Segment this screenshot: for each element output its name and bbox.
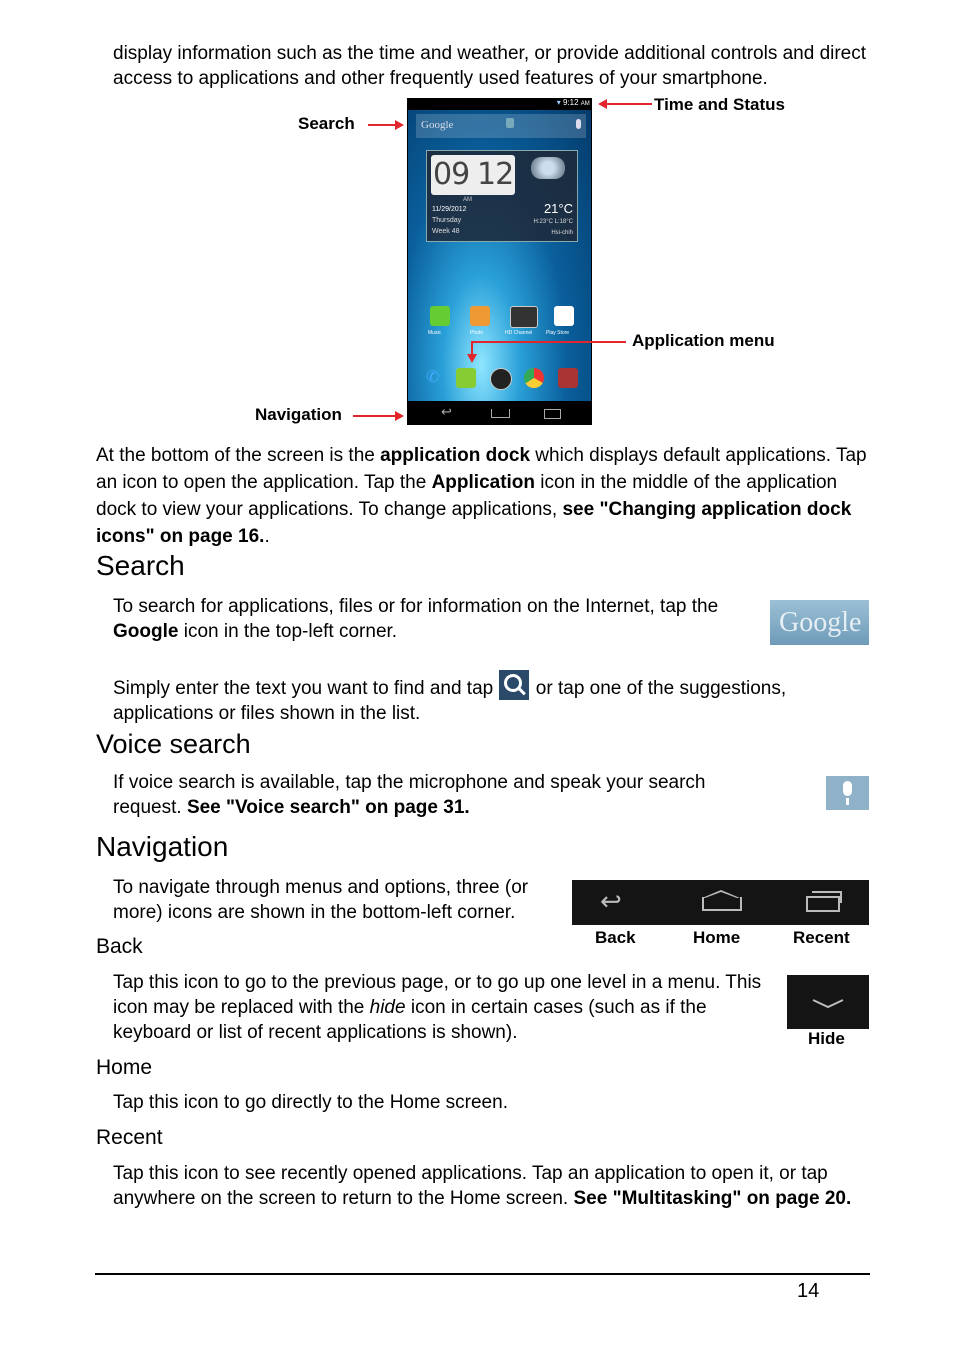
dock-text-4: . bbox=[264, 526, 270, 547]
widget-temperature: 21°C bbox=[543, 201, 573, 216]
status-time: 9:12 bbox=[562, 98, 579, 107]
search-p1-text-2: icon in the top-left corner. bbox=[178, 621, 398, 642]
app-label-music: Music bbox=[428, 330, 442, 336]
footer-rule bbox=[95, 1273, 870, 1275]
dock-bold-application: Application bbox=[431, 472, 536, 493]
arrow-search bbox=[368, 124, 396, 126]
navigation-intro: To navigate through menus and options, three (or more) icons are shown in the bottom-left corner. bbox=[113, 877, 529, 923]
page-number: 14 bbox=[797, 1280, 820, 1302]
back-heading: Back bbox=[96, 935, 143, 958]
search-p1-bold-google: Google bbox=[113, 621, 179, 642]
chevron-down-icon bbox=[811, 997, 845, 1009]
voice-link-see-voice-search[interactable]: See "Voice search" on page 31. bbox=[186, 797, 470, 818]
voice-search-heading: Voice search bbox=[96, 729, 251, 759]
voice-search-microphone-image bbox=[826, 776, 869, 810]
home-label: Home bbox=[693, 928, 741, 947]
back-nav-icon: ↩ bbox=[441, 404, 452, 419]
dock-paragraph bbox=[96, 442, 871, 550]
recent-link-multitasking[interactable]: See "Multitasking" on page 20. bbox=[573, 1188, 852, 1209]
music-app-icon bbox=[430, 306, 450, 326]
status-bar bbox=[407, 98, 592, 110]
clock-hour: 09 bbox=[433, 157, 470, 192]
clock-ampm: AM bbox=[463, 197, 472, 203]
arrow-time-status bbox=[606, 103, 652, 105]
search-p1-text-1: To search for applications, files or for information on the Internet, tap the bbox=[113, 596, 719, 617]
google-logo-text: Google bbox=[779, 607, 862, 638]
search-magnifier-icon bbox=[499, 670, 529, 700]
microphone-icon bbox=[576, 119, 581, 129]
home-screen bbox=[408, 110, 591, 410]
widget-weekday: Thursday bbox=[432, 217, 462, 224]
recent-paragraph bbox=[113, 1161, 873, 1211]
widget-week: Week 48 bbox=[432, 228, 460, 235]
chrome-app-icon bbox=[524, 368, 544, 388]
search-heading: Search bbox=[96, 550, 185, 581]
search-p2-text-1: Simply enter the text you want to find and tap bbox=[113, 678, 499, 699]
photo-app-icon bbox=[470, 306, 490, 326]
home-icon bbox=[702, 897, 742, 911]
app-label-play-store: Play Store bbox=[546, 330, 570, 336]
google-search-bar bbox=[416, 114, 586, 138]
widget-city: Hsi-chih bbox=[551, 230, 573, 236]
recent-icon bbox=[806, 896, 840, 912]
search-paragraph-1 bbox=[113, 594, 763, 644]
callout-search: Search bbox=[298, 114, 355, 133]
widget-hilo: H:23°C L:18°C bbox=[533, 219, 573, 225]
messaging-app-icon bbox=[456, 368, 476, 388]
back-text-1: Tap this icon to go to the previous page, or to go up one level in a menu. This icon may be replaced with the bbox=[113, 972, 762, 1018]
app-label-hd-channel: HD Channel bbox=[505, 330, 533, 336]
back-icon: ↩ bbox=[600, 886, 622, 916]
dock-link-changing-icons[interactable]: see "Changing application dock icons" on page 16. bbox=[96, 499, 852, 547]
search-paragraph-2 bbox=[113, 670, 873, 726]
back-italic-hide: hide bbox=[369, 997, 406, 1018]
camera-app-icon bbox=[558, 368, 578, 388]
microphone-icon bbox=[843, 781, 852, 796]
application-menu-icon bbox=[490, 368, 512, 390]
home-nav-icon bbox=[491, 409, 510, 418]
google-search-button-image bbox=[770, 600, 869, 645]
play-store-app-icon bbox=[554, 306, 574, 326]
dock-text-1: At the bottom of the screen is the bbox=[96, 445, 381, 466]
back-paragraph bbox=[113, 970, 773, 1045]
arrow-head-navigation bbox=[395, 411, 404, 421]
arrow-application-menu-stem bbox=[471, 341, 473, 355]
back-label: Back bbox=[595, 928, 636, 947]
google-search-label: Google bbox=[421, 119, 454, 131]
cloud-weather-icon bbox=[531, 157, 565, 179]
voice-action-icon bbox=[506, 118, 514, 128]
home-paragraph: Tap this icon to go directly to the Home screen. bbox=[113, 1092, 508, 1113]
clock-minute: 12 bbox=[477, 157, 514, 192]
widget-date: 11/29/2012 bbox=[432, 206, 467, 213]
hd-channel-app-icon bbox=[510, 306, 538, 328]
intro-paragraph: display information such as the time and weather, or provide additional controls and direct access to applications and other frequently used features of your smartphone. bbox=[113, 43, 867, 89]
navigation-icons-image bbox=[572, 880, 869, 925]
recent-label: Recent bbox=[793, 928, 850, 947]
callout-navigation: Navigation bbox=[255, 405, 342, 424]
app-label-photo: Photo bbox=[470, 330, 484, 336]
phone-screenshot bbox=[407, 98, 592, 425]
dock-bold-application-dock: application dock bbox=[380, 445, 531, 466]
voice-text-1: If voice search is available, tap the microphone and speak your search request. bbox=[113, 772, 706, 818]
callout-time-and-status: Time and Status bbox=[654, 95, 785, 114]
back-text-2: icon in certain cases (such as if the keyboard or list of recent applications is shown). bbox=[113, 997, 707, 1043]
phone-app-icon: ✆ bbox=[426, 369, 440, 386]
dock-text-3: icon in the middle of the application dock to view your applications. To change applications, bbox=[96, 472, 838, 520]
wifi-icon: ▾ bbox=[556, 98, 561, 107]
arrow-head-search bbox=[395, 120, 404, 130]
dock-text-2: which displays default applications. Tap an icon to open the application. Tap the bbox=[96, 445, 867, 493]
status-ampm: AM bbox=[580, 101, 590, 107]
arrow-navigation bbox=[353, 415, 396, 417]
navigation-heading: Navigation bbox=[96, 831, 229, 862]
arrow-application-menu bbox=[472, 341, 626, 343]
search-p2-text-2: or tap one of the suggestions, applications or files shown in the list. bbox=[113, 678, 787, 724]
phone-navigation-bar bbox=[407, 401, 592, 425]
callout-application-menu: Application menu bbox=[632, 331, 775, 350]
hide-icon-image bbox=[787, 975, 869, 1029]
home-heading: Home bbox=[96, 1056, 153, 1079]
recent-text-1: Tap this icon to see recently opened applications. Tap an application to open it, or tap anywhere on the screen to return to the Home screen. bbox=[113, 1163, 828, 1209]
clock-weather-widget bbox=[426, 150, 578, 242]
recent-nav-icon bbox=[544, 409, 561, 419]
arrow-head-time-status bbox=[598, 99, 607, 109]
recent-heading: Recent bbox=[96, 1126, 163, 1149]
hide-label: Hide bbox=[808, 1029, 845, 1048]
arrow-head-application-menu bbox=[467, 354, 477, 363]
voice-search-paragraph bbox=[113, 770, 773, 820]
